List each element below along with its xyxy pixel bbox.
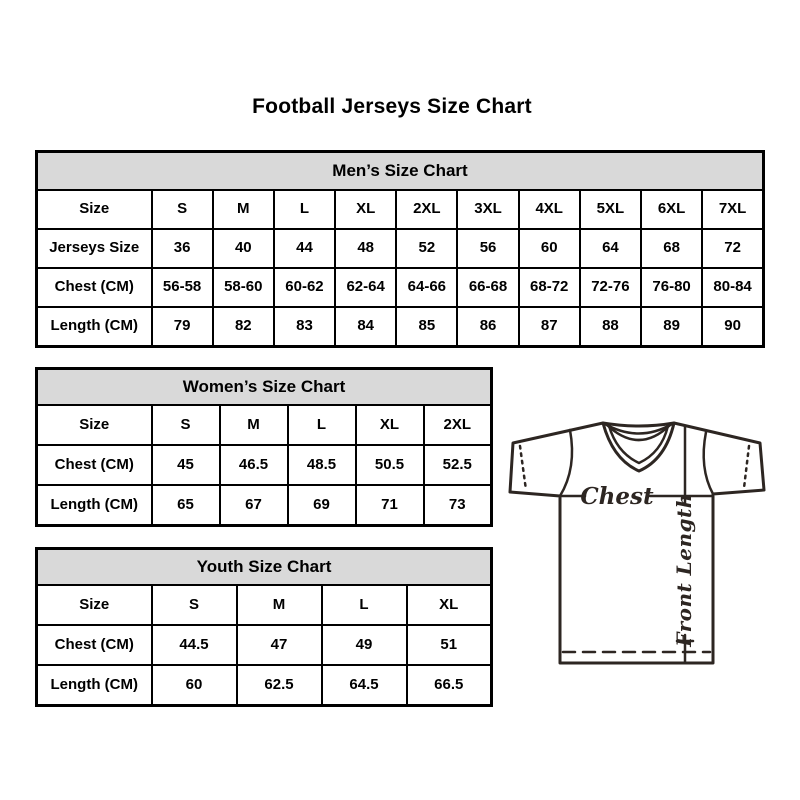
mens-size-table (35, 150, 765, 348)
womens-table-caption: Women’s Size Chart (37, 369, 492, 406)
table-cell: 80-84 (702, 268, 763, 307)
table-cell: 68-72 (519, 268, 580, 307)
table-caption-row (37, 369, 492, 406)
row-label: Chest (CM) (37, 625, 152, 665)
table-cell: 67 (220, 485, 288, 526)
row-label: Chest (CM) (37, 445, 152, 485)
table-cell: 50.5 (356, 445, 424, 485)
table-cell: 72 (702, 229, 763, 268)
chest-label: Chest (580, 483, 654, 510)
jersey-outline (510, 423, 764, 663)
front-length-label: Front Length (672, 493, 696, 647)
mens-table-caption: Men’s Size Chart (37, 152, 764, 191)
table-cell: 62-64 (335, 268, 396, 307)
table-cell: 60 (519, 229, 580, 268)
column-header: M (237, 585, 322, 625)
table-cell: 66-68 (457, 268, 518, 307)
row-label: Length (CM) (37, 307, 152, 347)
column-header: XL (335, 190, 396, 229)
table-row (37, 307, 764, 347)
table-cell: 69 (288, 485, 356, 526)
column-header: 6XL (641, 190, 702, 229)
table-cell: 66.5 (407, 665, 492, 706)
table-cell: 47 (237, 625, 322, 665)
table-caption-row (37, 549, 492, 586)
row-label: Length (CM) (37, 665, 152, 706)
table-cell: 56-58 (152, 268, 213, 307)
table-cell: 90 (702, 307, 763, 347)
table-cell: 85 (396, 307, 457, 347)
column-header: S (152, 190, 213, 229)
table-row (37, 405, 492, 445)
column-header: M (220, 405, 288, 445)
table-row (37, 585, 492, 625)
table-cell: 76-80 (641, 268, 702, 307)
table-cell: 48 (335, 229, 396, 268)
table-row (37, 485, 492, 526)
table-cell: 51 (407, 625, 492, 665)
table-row (37, 665, 492, 706)
table-row (37, 445, 492, 485)
table-cell: 68 (641, 229, 702, 268)
table-cell: 60-62 (274, 268, 335, 307)
column-header: Size (37, 405, 152, 445)
table-cell: 86 (457, 307, 518, 347)
column-header: S (152, 585, 237, 625)
column-header: S (152, 405, 220, 445)
table-cell: 71 (356, 485, 424, 526)
column-header: 2XL (396, 190, 457, 229)
table-row (37, 268, 764, 307)
youth-table-caption: Youth Size Chart (37, 549, 492, 586)
column-header: Size (37, 190, 152, 229)
column-header: XL (407, 585, 492, 625)
table-cell: 64-66 (396, 268, 457, 307)
column-header: 4XL (519, 190, 580, 229)
table-cell: 44.5 (152, 625, 237, 665)
column-header: Size (37, 585, 152, 625)
table-cell: 84 (335, 307, 396, 347)
table-cell: 40 (213, 229, 274, 268)
table-cell: 62.5 (237, 665, 322, 706)
column-header: L (288, 405, 356, 445)
table-caption-row (37, 152, 764, 191)
column-header: 2XL (424, 405, 492, 445)
womens-size-table (35, 367, 493, 527)
table-cell: 65 (152, 485, 220, 526)
table-cell: 73 (424, 485, 492, 526)
table-cell: 64 (580, 229, 641, 268)
table-cell: 88 (580, 307, 641, 347)
table-cell: 72-76 (580, 268, 641, 307)
table-cell: 52.5 (424, 445, 492, 485)
table-cell: 83 (274, 307, 335, 347)
table-cell: 44 (274, 229, 335, 268)
column-header: L (274, 190, 335, 229)
table-cell: 49 (322, 625, 407, 665)
table-cell: 46.5 (220, 445, 288, 485)
table-cell: 36 (152, 229, 213, 268)
column-header: M (213, 190, 274, 229)
table-cell: 48.5 (288, 445, 356, 485)
table-cell: 58-60 (213, 268, 274, 307)
table-row (37, 229, 764, 268)
row-label: Jerseys Size (37, 229, 152, 268)
table-cell: 79 (152, 307, 213, 347)
row-label: Length (CM) (37, 485, 152, 526)
table-cell: 89 (641, 307, 702, 347)
page-title: Football Jerseys Size Chart (252, 95, 532, 118)
youth-size-table (35, 547, 493, 707)
table-cell: 52 (396, 229, 457, 268)
column-header: 7XL (702, 190, 763, 229)
table-cell: 82 (213, 307, 274, 347)
table-cell: 45 (152, 445, 220, 485)
column-header: L (322, 585, 407, 625)
column-header: 5XL (580, 190, 641, 229)
table-cell: 56 (457, 229, 518, 268)
table-row (37, 190, 764, 229)
jersey-diagram (503, 413, 769, 668)
table-cell: 87 (519, 307, 580, 347)
column-header: 3XL (457, 190, 518, 229)
column-header: XL (356, 405, 424, 445)
table-cell: 64.5 (322, 665, 407, 706)
table-cell: 60 (152, 665, 237, 706)
table-row (37, 625, 492, 665)
row-label: Chest (CM) (37, 268, 152, 307)
